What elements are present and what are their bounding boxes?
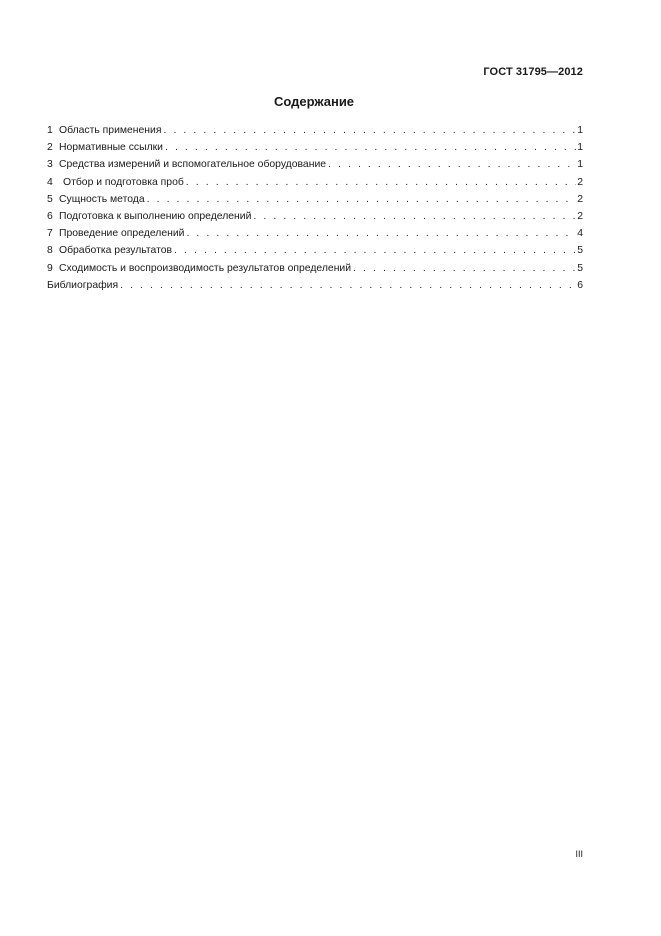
toc-entry-label: Нормативные ссылки xyxy=(59,142,163,154)
toc-entry-label: Обработка результатов xyxy=(59,245,173,257)
toc-entry-page: 1 xyxy=(577,125,583,136)
toc-dot-leader xyxy=(186,225,576,242)
toc-dot-leader xyxy=(120,277,576,294)
toc-entry-page: 5 xyxy=(577,262,583,274)
table-of-contents xyxy=(47,122,583,294)
toc-dot-leader xyxy=(165,139,576,156)
page-number: III xyxy=(575,849,583,859)
toc-entry-number: 2 xyxy=(47,142,53,154)
toc-dot-leader xyxy=(186,174,576,191)
toc-entry[interactable] xyxy=(47,122,583,139)
toc-entry-label: Область применения xyxy=(59,125,162,136)
toc-entry-number: 3 xyxy=(47,159,53,171)
toc-entry[interactable] xyxy=(47,139,583,156)
toc-entry-label: Проведение определений xyxy=(59,228,185,240)
toc-entry-label: Библиография xyxy=(47,279,119,291)
toc-dot-leader xyxy=(147,191,577,208)
toc-entry-number: 6 xyxy=(47,210,53,222)
toc-entry-label: Сходимость и воспроизводимость результатов определений xyxy=(59,262,352,274)
toc-entry-page: 5 xyxy=(577,245,583,257)
toc-entry-number: 4 xyxy=(47,176,53,188)
toc-entry[interactable] xyxy=(47,208,583,225)
toc-entry-number: 7 xyxy=(47,228,53,240)
toc-entry-number: 5 xyxy=(47,193,53,205)
toc-entry[interactable] xyxy=(47,156,583,173)
toc-entry-page: 1 xyxy=(577,142,583,154)
toc-entry-page: 6 xyxy=(577,279,583,291)
toc-dot-leader xyxy=(253,208,576,225)
toc-entry-label: Сущность метода xyxy=(59,193,145,205)
toc-entry-page: 1 xyxy=(577,159,583,171)
toc-entry[interactable] xyxy=(47,191,583,208)
toc-entry-page: 2 xyxy=(577,210,583,222)
toc-entry-page: 4 xyxy=(577,228,583,240)
toc-entry-bibliography[interactable] xyxy=(47,277,583,294)
toc-entry-page: 2 xyxy=(577,193,583,205)
toc-entry[interactable] xyxy=(47,225,583,242)
toc-entry-label: Отбор и подготовка проб xyxy=(63,176,184,188)
toc-entry-label: Средства измерений и вспомогательное оборудование xyxy=(59,159,327,171)
toc-entry-number: 9 xyxy=(47,262,53,274)
toc-entry[interactable] xyxy=(47,174,583,191)
toc-dot-leader xyxy=(328,156,576,173)
toc-title: Содержание xyxy=(273,94,355,109)
toc-entry-label: Подготовка к выполнению определений xyxy=(59,210,252,222)
toc-entry[interactable] xyxy=(47,242,583,259)
toc-dot-leader xyxy=(353,260,576,277)
toc-entry-number: 1 xyxy=(47,125,53,136)
toc-dot-leader xyxy=(174,242,576,259)
toc-entry-number: 8 xyxy=(47,245,53,257)
toc-entry[interactable] xyxy=(47,260,583,277)
toc-entry-page: 2 xyxy=(577,176,583,188)
toc-dot-leader xyxy=(163,122,576,139)
document-code: ГОСТ 31795—2012 xyxy=(483,66,583,78)
